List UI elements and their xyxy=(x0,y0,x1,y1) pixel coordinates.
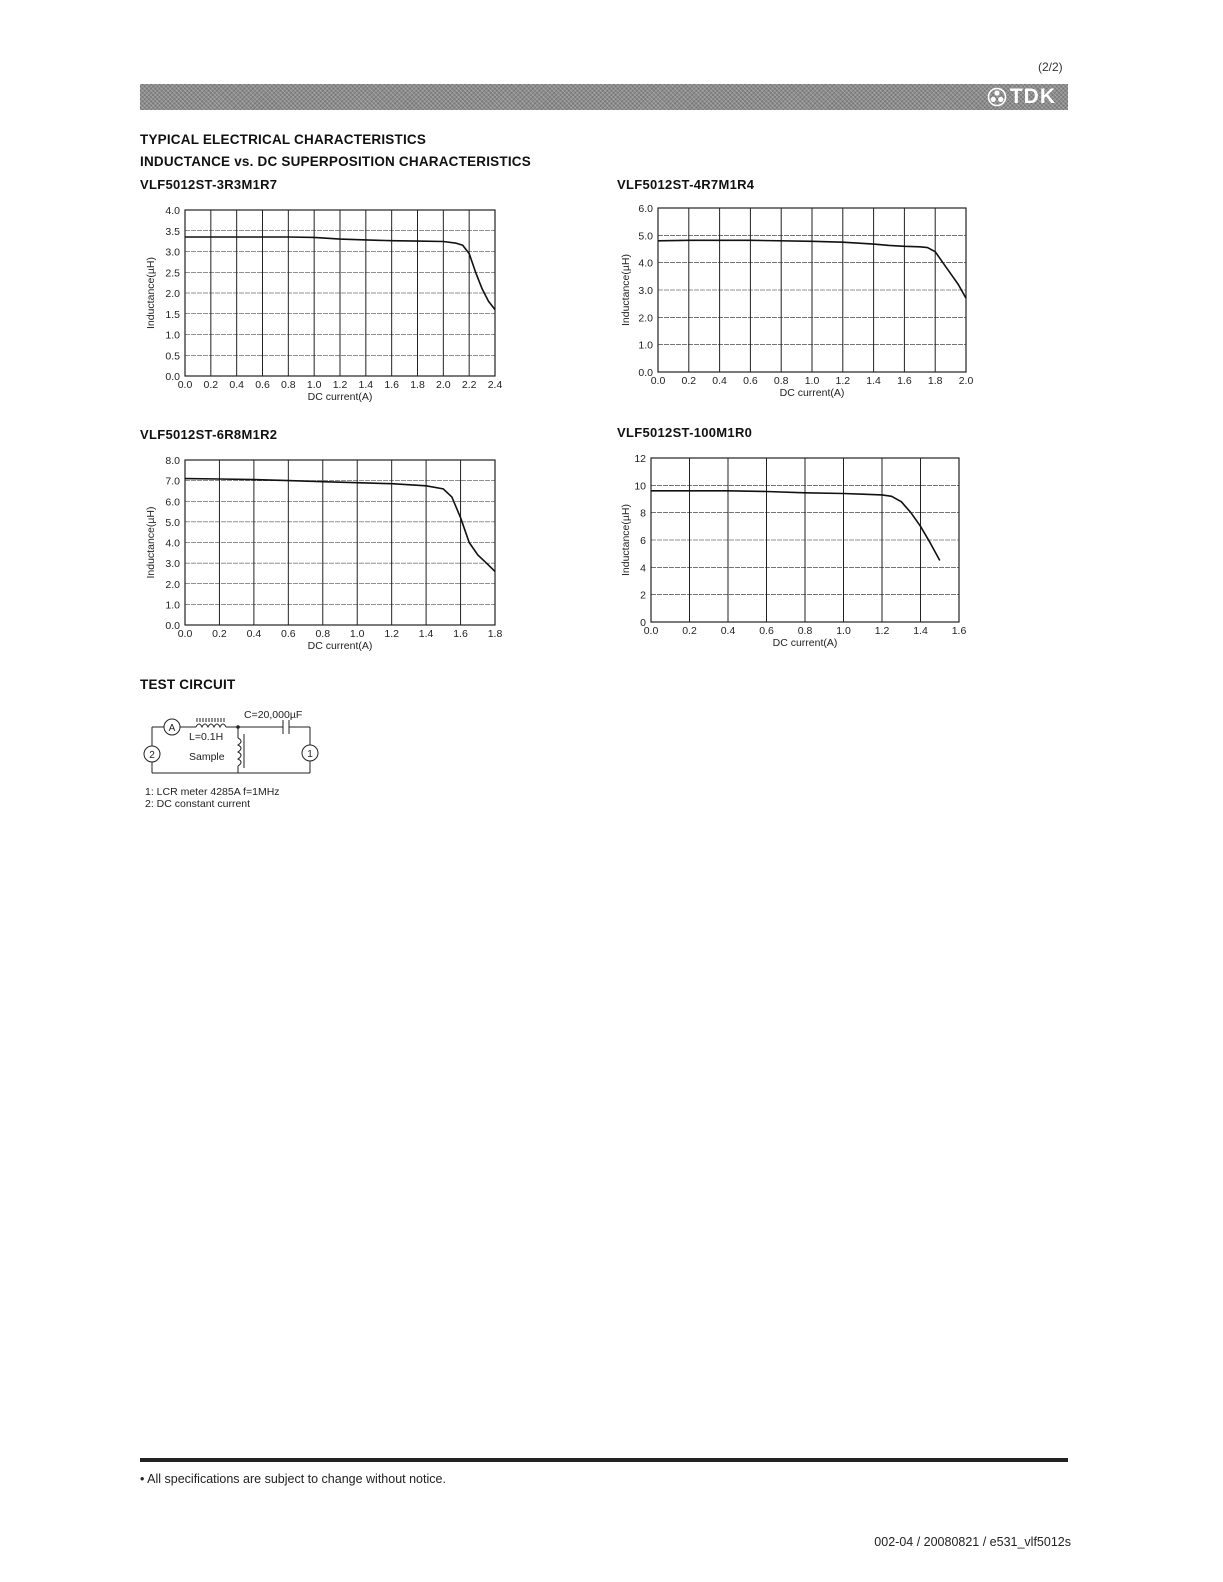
x-tick-label: 1.4 xyxy=(358,379,374,391)
y-tick-label: 8.0 xyxy=(165,455,180,467)
y-tick-label: 7.0 xyxy=(165,475,180,488)
circuit-notes xyxy=(145,786,280,810)
x-tick-label: 0.0 xyxy=(650,375,666,387)
footnote: • All specifications are subject to change without notice. xyxy=(140,1472,446,1486)
x-tick-label: 0.8 xyxy=(315,628,331,640)
chart-4r7m1r4 xyxy=(615,196,995,411)
y-axis-title: Inductance(µH) xyxy=(620,254,632,326)
y-tick-label: 3.0 xyxy=(165,558,180,571)
chart-100m1r0 xyxy=(615,446,995,661)
x-tick-label: 1.6 xyxy=(897,375,912,387)
y-tick-label: 0.0 xyxy=(165,371,180,383)
x-tick-label: 1.0 xyxy=(804,375,820,387)
x-tick-label: 1.4 xyxy=(913,625,928,637)
circuit-note-2: 2: DC constant current xyxy=(145,798,251,810)
x-tick-label: 0.2 xyxy=(203,379,219,391)
x-tick-label: 0.4 xyxy=(229,379,244,391)
x-tick-label: 1.8 xyxy=(410,379,425,391)
x-axis-title: DC current(A) xyxy=(307,640,373,652)
brand xyxy=(987,85,1056,109)
y-tick-label: 4.0 xyxy=(638,257,653,270)
chart-title-3r3: VLF5012ST-3R3M1R7 xyxy=(140,177,278,192)
y-tick-label: 4.0 xyxy=(165,205,180,217)
x-tick-label: 0.6 xyxy=(759,625,774,637)
series-line xyxy=(651,491,940,561)
y-tick-label: 6 xyxy=(640,535,646,547)
footer-rule xyxy=(140,1458,1068,1462)
y-tick-label: 2 xyxy=(640,589,646,602)
x-tick-label: 2.4 xyxy=(487,379,503,391)
y-axis-title: Inductance(µH) xyxy=(145,506,157,579)
page-number: (2/2) xyxy=(1038,60,1063,74)
x-tick-label: 1.8 xyxy=(487,628,503,640)
y-tick-label: 5.0 xyxy=(638,230,653,243)
y-tick-label: 2.0 xyxy=(165,578,180,591)
test-circuit-diagram xyxy=(140,700,340,786)
y-tick-label: 12 xyxy=(634,453,646,465)
y-tick-label: 1.0 xyxy=(638,339,653,352)
circuit-note-1: 1: LCR meter 4285A f=1MHz xyxy=(145,786,280,798)
x-tick-label: 1.2 xyxy=(874,625,890,637)
ammeter-label: A xyxy=(168,723,176,734)
x-tick-label: 0.0 xyxy=(177,628,193,640)
y-tick-label: 3.0 xyxy=(638,285,653,297)
y-tick-label: 5.0 xyxy=(165,516,180,529)
y-tick-label: 4 xyxy=(640,562,646,575)
chart-title-100: VLF5012ST-100M1R0 xyxy=(617,425,753,440)
x-tick-label: 0.0 xyxy=(643,625,659,637)
chart-title-4r7: VLF5012ST-4R7M1R4 xyxy=(617,177,755,192)
x-tick-label: 0.2 xyxy=(682,625,697,637)
x-tick-label: 0.4 xyxy=(712,375,727,387)
y-tick-label: 1.5 xyxy=(165,308,180,321)
y-tick-label: 6.0 xyxy=(165,496,180,509)
x-tick-label: 0.4 xyxy=(720,625,736,637)
x-tick-label: 0.8 xyxy=(773,375,789,387)
x-tick-label: 0.8 xyxy=(281,379,296,391)
x-tick-label: 0.6 xyxy=(281,628,296,640)
x-tick-label: 2.0 xyxy=(436,379,451,391)
y-tick-label: 8 xyxy=(640,507,646,520)
test-circuit-title: TEST CIRCUIT xyxy=(140,677,236,692)
sample-label: Sample xyxy=(189,751,225,763)
chart-3r3m1r7 xyxy=(140,198,520,413)
node-1-label: 1 xyxy=(307,749,313,760)
y-tick-label: 0.5 xyxy=(165,350,180,363)
x-axis-title: DC current(A) xyxy=(307,391,373,403)
x-tick-label: 1.6 xyxy=(453,628,468,640)
inductor-label: L=0.1H xyxy=(189,731,224,743)
x-tick-label: 0.2 xyxy=(212,628,227,640)
x-tick-label: 1.4 xyxy=(418,628,434,640)
capacitor-label: C=20,000µF xyxy=(244,709,303,721)
x-tick-label: 1.2 xyxy=(835,375,851,387)
x-tick-label: 1.6 xyxy=(384,379,399,391)
x-tick-label: 0.6 xyxy=(255,379,270,391)
y-tick-label: 3.5 xyxy=(165,225,180,238)
x-tick-label: 1.6 xyxy=(951,625,967,637)
x-tick-label: 2.2 xyxy=(461,379,477,391)
section-title: TYPICAL ELECTRICAL CHARACTERISTICS xyxy=(140,132,427,147)
chart-title-6r8: VLF5012ST-6R8M1R2 xyxy=(140,427,278,442)
y-tick-label: 1.0 xyxy=(165,599,180,612)
node-2-label: 2 xyxy=(149,750,155,761)
y-tick-label: 0 xyxy=(640,617,646,629)
y-tick-label: 0.0 xyxy=(165,620,180,632)
x-axis-title: DC current(A) xyxy=(772,637,838,649)
tdk-logo-icon xyxy=(987,87,1007,107)
y-axis-title: Inductance(µH) xyxy=(620,504,632,576)
x-tick-label: 0.2 xyxy=(681,375,697,387)
y-tick-label: 6.0 xyxy=(638,203,653,215)
section-subtitle: INDUCTANCE vs. DC SUPERPOSITION CHARACTERISTICS xyxy=(140,154,531,169)
chart-6r8m1r2 xyxy=(140,448,520,663)
y-tick-label: 1.0 xyxy=(165,329,180,342)
y-tick-label: 0.0 xyxy=(638,367,653,379)
x-tick-label: 0.8 xyxy=(797,625,813,637)
x-tick-label: 1.4 xyxy=(866,375,881,387)
brand-name: TDK xyxy=(1009,85,1056,108)
x-tick-label: 2.0 xyxy=(958,375,974,387)
y-axis-title: Inductance(µH) xyxy=(145,257,157,329)
y-tick-label: 2.5 xyxy=(165,267,180,280)
y-tick-label: 2.0 xyxy=(165,288,180,300)
x-tick-label: 0.0 xyxy=(177,379,193,391)
y-tick-label: 3.0 xyxy=(165,246,180,259)
x-tick-label: 1.0 xyxy=(349,628,365,640)
y-tick-label: 4.0 xyxy=(165,537,180,550)
series-line xyxy=(185,479,495,572)
x-tick-label: 1.0 xyxy=(306,379,322,391)
x-tick-label: 0.4 xyxy=(246,628,262,640)
y-tick-label: 2.0 xyxy=(638,312,653,325)
x-tick-label: 1.0 xyxy=(836,625,851,637)
x-tick-label: 1.2 xyxy=(332,379,348,391)
x-tick-label: 1.2 xyxy=(384,628,399,640)
header-bar xyxy=(140,84,1068,110)
document-code: 002-04 / 20080821 / e531_vlf5012s xyxy=(874,1535,1071,1549)
y-tick-label: 10 xyxy=(634,480,646,493)
x-tick-label: 0.6 xyxy=(743,375,758,387)
x-axis-title: DC current(A) xyxy=(779,387,845,399)
x-tick-label: 1.8 xyxy=(927,375,943,387)
